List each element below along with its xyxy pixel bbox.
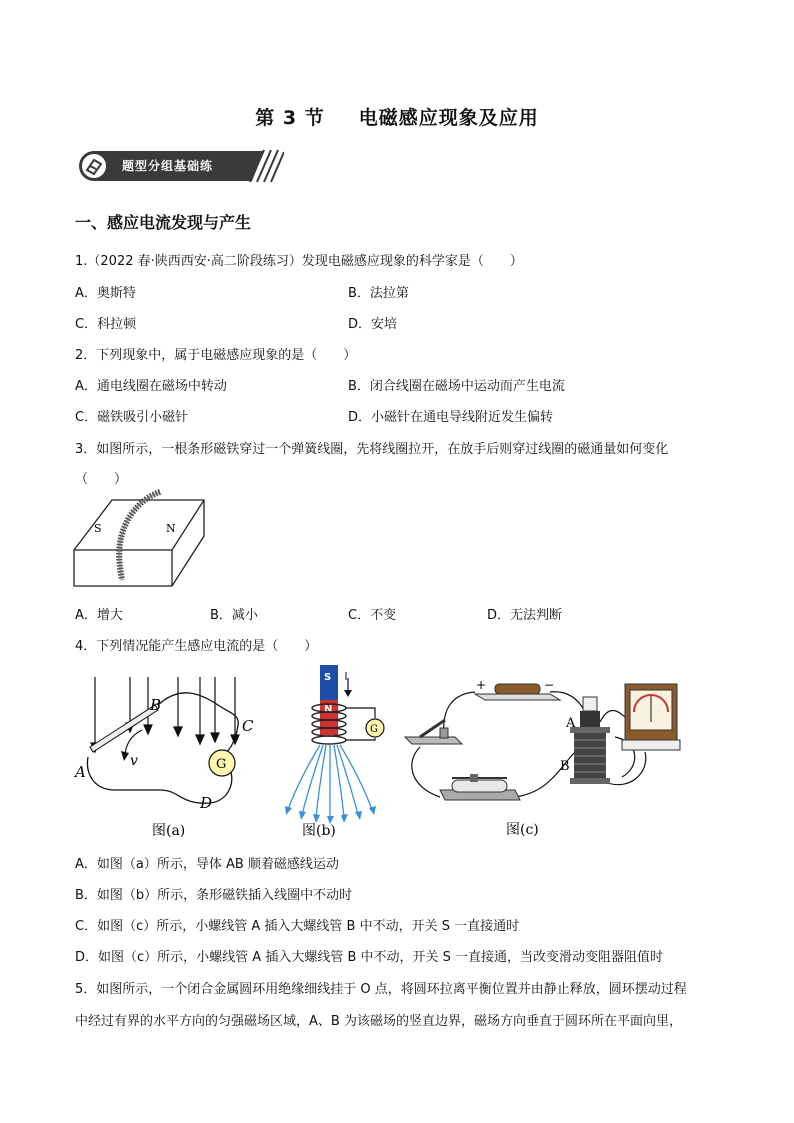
coil-b-label: B [560, 759, 570, 774]
page-title [0, 103, 794, 130]
rheostat [440, 774, 520, 800]
q3-option-c: C．不变 [348, 608, 397, 623]
switch-s [405, 720, 462, 744]
caption-c: 图(c) [506, 822, 539, 838]
question-3-stem-blank: （ ） [75, 472, 128, 487]
figure-magnet-coil [72, 488, 212, 588]
magnet-n-label: N [166, 522, 176, 535]
field-lines-a [91, 677, 239, 752]
q4-option-b: B．如图（b）所示，条形磁铁插入线圈中不动时 [75, 888, 353, 903]
q1-option-c: C．科拉顿 [75, 317, 137, 332]
caption-b: 图(b) [302, 823, 336, 839]
banner-label: 题型分组基础练 [122, 159, 214, 173]
q3-option-a: A．增大 [75, 608, 123, 623]
point-c-label: C [242, 717, 254, 735]
q4-option-a: A．如图（a）所示，导体 AB 顺着磁感线运动 [75, 857, 339, 872]
galvanometer-a-label: G [216, 757, 227, 772]
question-2-stem: 2．下列现象中，属于电磁感应现象的是（ ） [75, 348, 357, 363]
velocity-label: v [130, 753, 138, 769]
coil-b-large [570, 727, 610, 784]
magnet-s-label: S [94, 522, 102, 535]
figure-a [70, 665, 270, 845]
q2-option-a: A．通电线圈在磁场中转动 [75, 379, 227, 394]
question-5-line-2: 中经过有界的水平方向的匀强磁场区域，A、B 为该磁场的竖直边界，磁场方向垂直于圆环所在平面向里， [75, 1014, 682, 1029]
q4-option-c: C．如图（c）所示，小螺线管 A 插入大螺线管 B 中不动，开关 S 一直接通时 [75, 919, 520, 934]
field-lines-b [288, 745, 372, 820]
question-4-stem: 4．下列情况能产生感应电流的是（ ） [75, 639, 318, 654]
question-5-line-1: 5．如图所示，一个闭合金属圆环用绝缘细线挂于 O 点，将圆环拉离平衡位置并由静止释放，圆环摆动过程 [75, 982, 687, 997]
q2-option-d: D．小磁针在通电导线附近发生偏转 [348, 410, 554, 425]
galvanometer-c [622, 684, 680, 750]
q1-option-d: D．安培 [348, 317, 398, 332]
point-a-label: A [75, 763, 86, 781]
galvanometer-b-label: G [370, 724, 378, 735]
section-heading: 一、感应电流发现与产生 [75, 213, 252, 232]
figure-b [280, 660, 390, 842]
q2-option-b: B．闭合线圈在磁场中运动而产生电流 [348, 379, 565, 394]
section-name: 电磁感应现象及应用 [358, 107, 539, 129]
question-3-stem: 3．如图所示，一根条形磁铁穿过一个弹簧线圈，先将线圈拉开，在放手后则穿过线圈的磁通量如何变化 [75, 442, 669, 457]
magnet-b-s-label: S [324, 672, 332, 683]
q1-option-a: A．奥斯特 [75, 286, 136, 301]
q2-option-c: C．磁铁吸引小磁针 [75, 410, 189, 425]
battery-plus-label: + [476, 678, 487, 692]
coil-a-label: A [566, 716, 576, 731]
point-b-label: B [150, 696, 162, 714]
q4-option-d: D．如图（c）所示，小螺线管 A 插入大螺线管 B 中不动，开关 S 一直接通，当改变滑动变阻器阻值时 [75, 950, 664, 965]
magnet-b-n-label: N [324, 704, 333, 715]
q1-option-b: B．法拉第 [348, 286, 409, 301]
battery-minus-label: − [544, 678, 555, 692]
q3-option-d: D．无法判断 [487, 608, 563, 623]
q3-option-b: B．减小 [210, 608, 258, 623]
point-d-label: D [200, 794, 213, 812]
caption-a: 图(a) [152, 823, 186, 839]
figure-c [400, 672, 690, 844]
question-1-stem: 1.（2022 春·陕西西安·高二阶段练习）发现电磁感应现象的科学家是（ ） [75, 254, 523, 269]
section-number: 第 3 节 [255, 107, 325, 129]
